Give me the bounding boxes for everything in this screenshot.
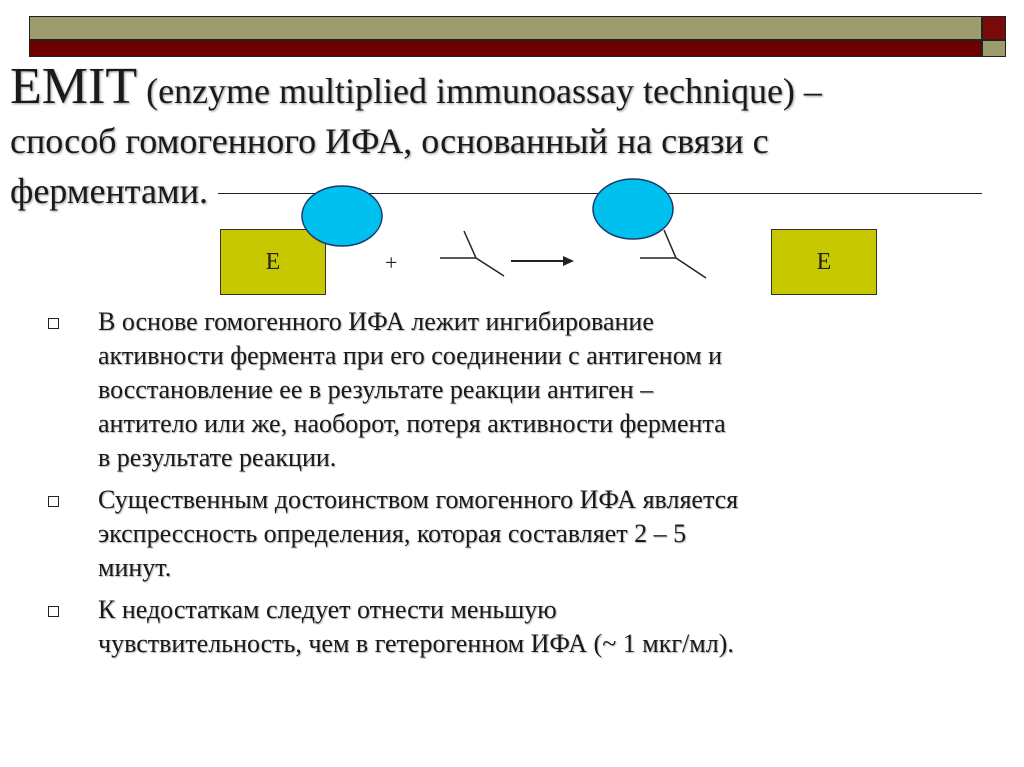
bullet-square-icon (48, 606, 59, 617)
antibody-icon-left (440, 231, 504, 276)
bullet-text (98, 483, 1008, 585)
title-expansion: (enzyme multiplied immunoassay technique) – (137, 71, 822, 111)
reaction-arrow-icon (511, 256, 574, 266)
header-band-maroon (29, 40, 982, 57)
antibody-icon-right (640, 230, 706, 278)
bullet-line: К недостаткам следует отнести меньшую (98, 595, 557, 624)
title-line-2: способ гомогенного ИФА, основанный на связи с (10, 121, 769, 161)
enzyme-label-left: E (265, 248, 281, 275)
bullet-line: активности фермента при его соединении с антигеном и (98, 341, 723, 370)
bullet-square-icon (48, 496, 59, 507)
enzyme-box-right (771, 229, 877, 295)
bullet-text (98, 593, 1008, 661)
bullet-line: антитело или же, наоборот, потеря активности фермента (98, 409, 726, 438)
bullet-item (48, 593, 1008, 661)
header-square-maroon (982, 16, 1006, 40)
title-underline (218, 193, 982, 194)
bullet-square-icon (48, 318, 59, 329)
bullet-line: Существенным достоинством гомогенного ИФА является (98, 485, 739, 514)
bullet-list (48, 305, 1008, 669)
bullet-line: чувствительность, чем в гетерогенном ИФА (~ 1 мкг/мл). (98, 629, 734, 658)
bullet-line: в результате реакции. (98, 443, 337, 472)
bullet-line: В основе гомогенного ИФА лежит ингибирование (98, 307, 654, 336)
plus-sign: + (385, 250, 398, 275)
bullet-line: экспрессность определения, которая составляет 2 – 5 (98, 519, 687, 548)
enzyme-label-right: E (816, 248, 832, 275)
bullet-item (48, 483, 1008, 585)
enzyme-box-left (220, 229, 326, 295)
title-line-3: ферментами. (10, 171, 208, 211)
title-line-1 (10, 58, 970, 116)
bullet-line: восстановление ее в результате реакции антиген – (98, 375, 654, 404)
bullet-line: минут. (98, 553, 172, 582)
bullet-text (98, 305, 1008, 475)
title-acronym: EMIT (10, 58, 138, 115)
header-square-olive (982, 40, 1006, 57)
header-band-olive (29, 16, 982, 40)
bullet-item (48, 305, 1008, 475)
